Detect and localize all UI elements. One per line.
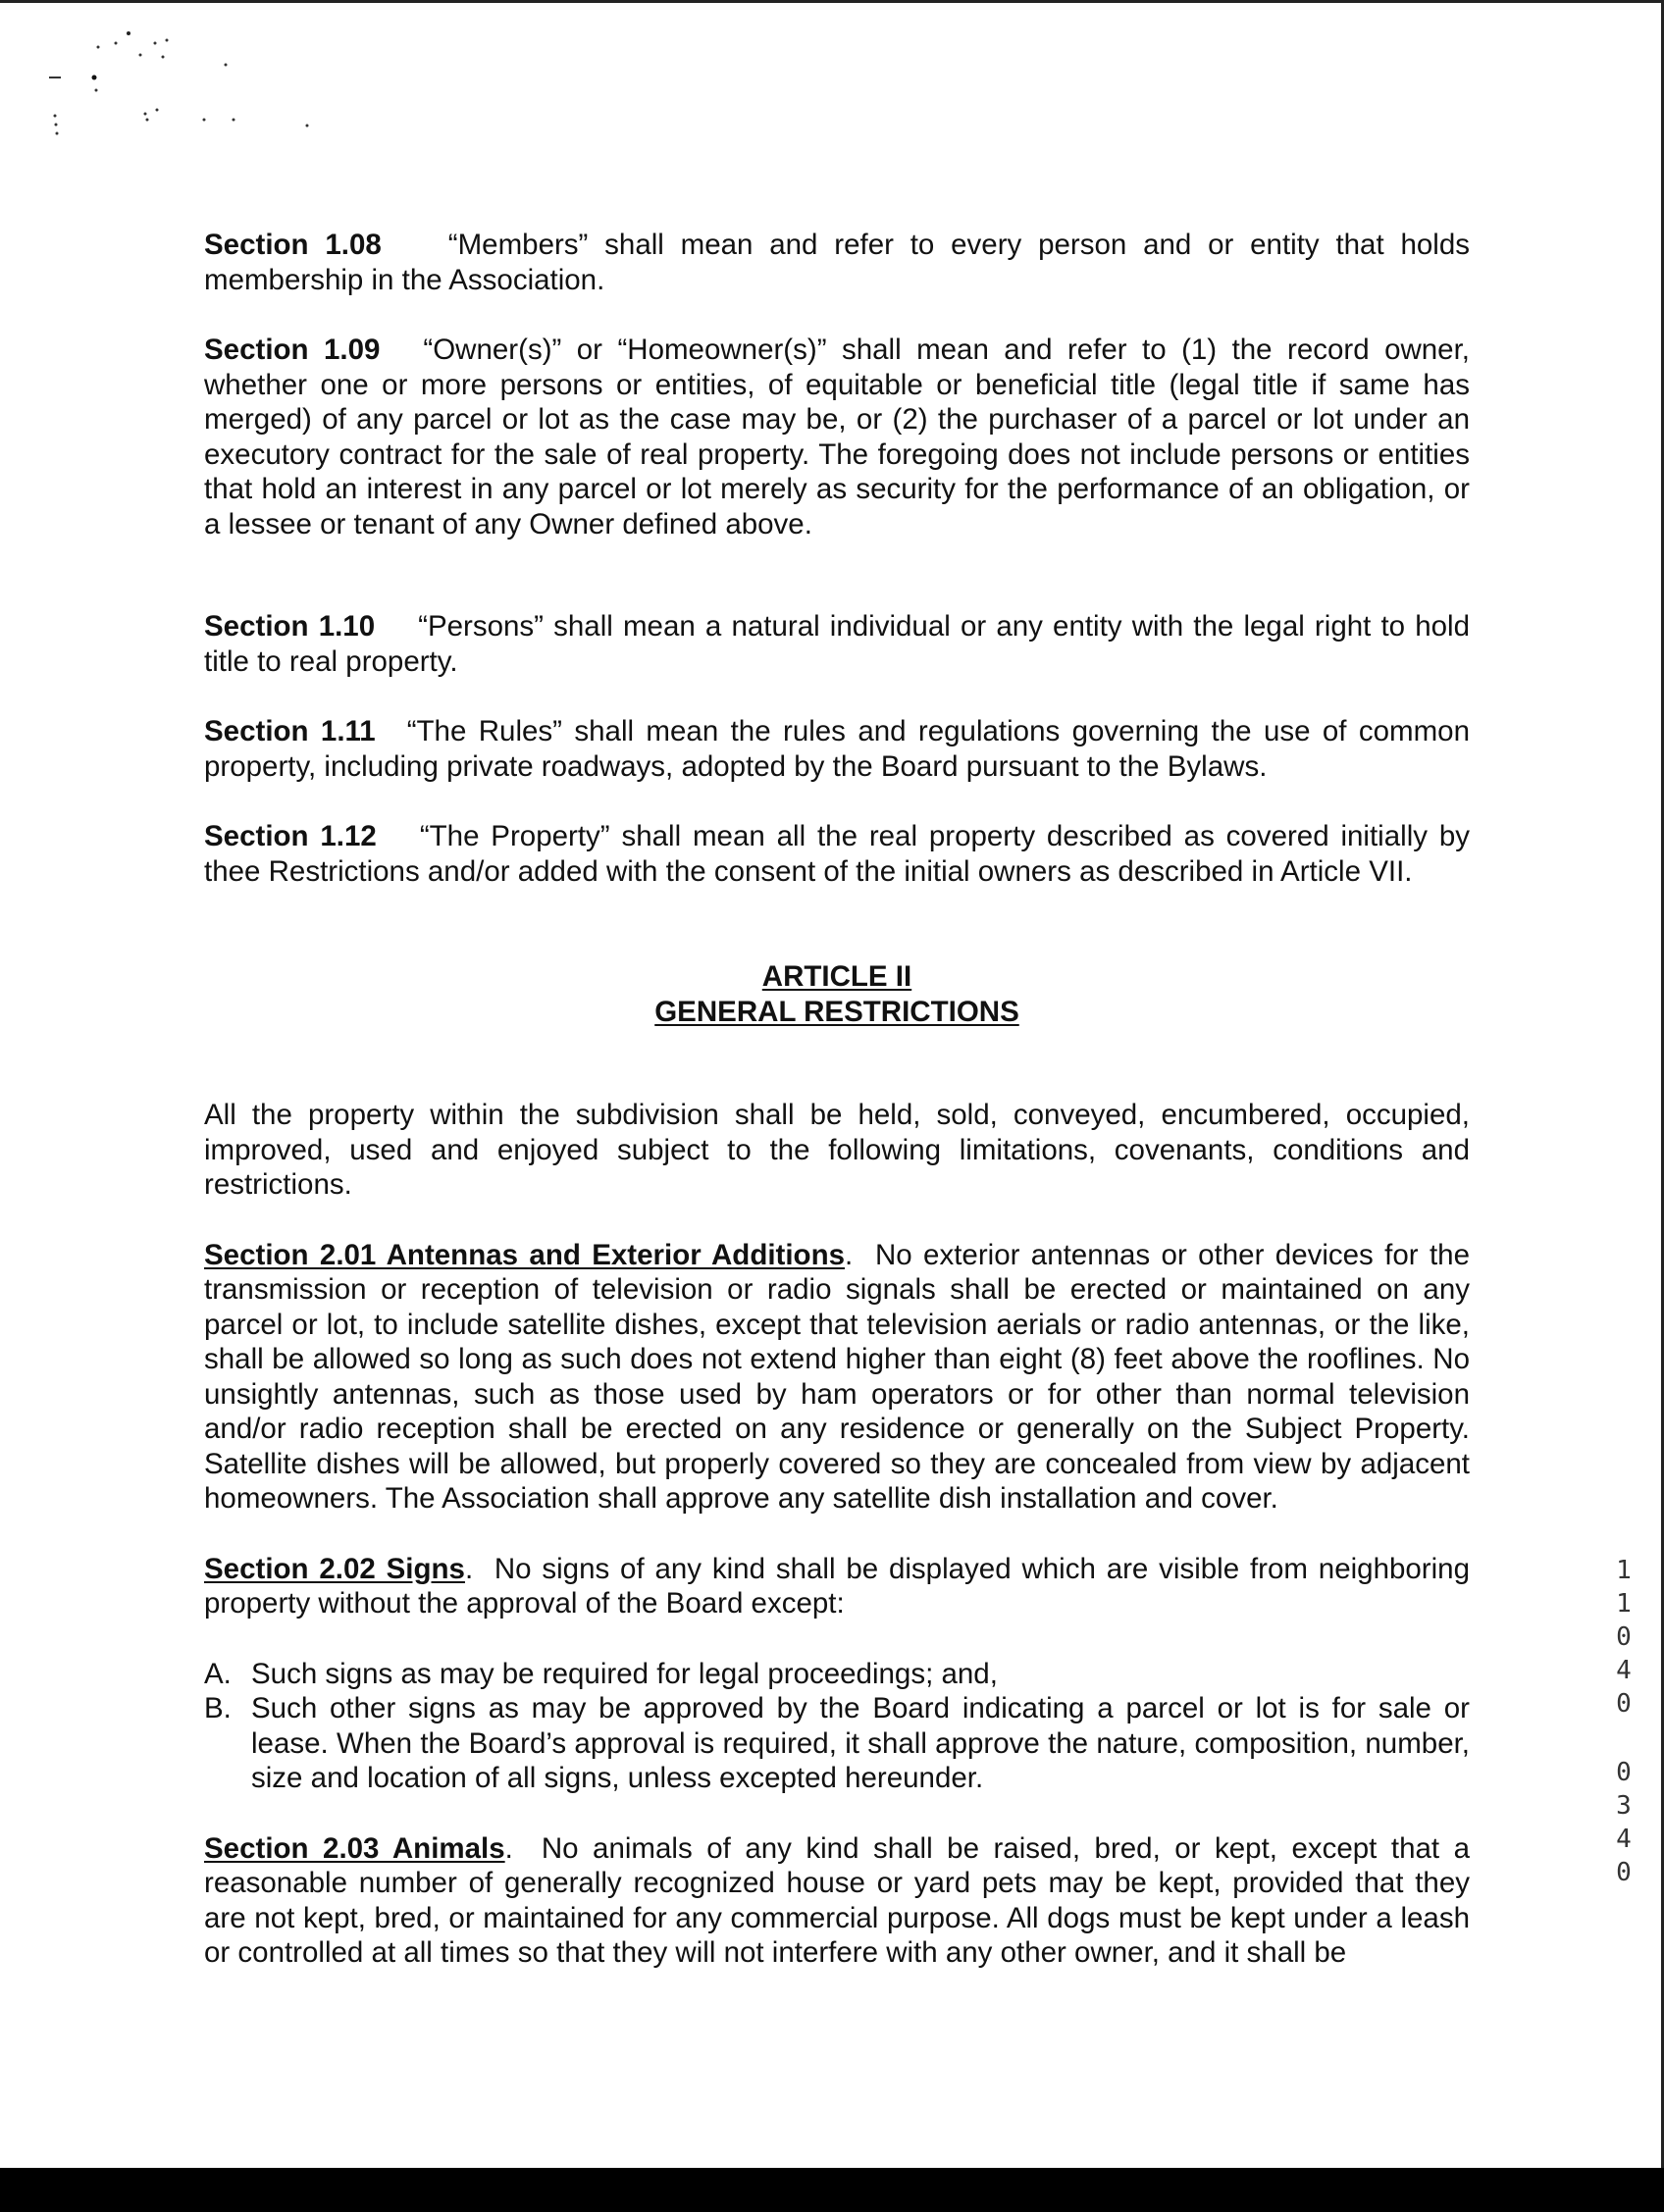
section-label: Section 2.03 Animals	[204, 1831, 505, 1865]
section-2-01: Section 2.01 Antennas and Exterior Additions. No exterior antennas or other devices for the transmission or reception of television or radio signals shall be erected or maintained on any parcel or lot, to include satellite dishes, except that television aerials or radio antennas, or the like, shall be allowed so long as such does not extend higher than eight (8) feet above the rooflines. No unsightly antennas, such as those used by ham operators or for other than normal television and/or radio reception shall be erected on any residence or generally on the Subject Property. Satellite dishes will be allowed, but properly covered so they are concealed from view by adjacent homeowners. The Association shall approve any satellite dish installation and cover.	[204, 1238, 1470, 1515]
section-1-09	[204, 333, 1470, 541]
section-label: Section 1.09	[204, 334, 381, 366]
scan-speckle	[39, 29, 334, 137]
list-marker: B.	[204, 1692, 232, 1724]
bates-stamp-upper	[1609, 1554, 1638, 1721]
section-2-03: Section 2.03 Animals. No animals of any kind shall be raised, bred, or kept, except that a reasonable number of generally recognized house or yard pets may be kept, provided that they are not kept, bred, or maintained for any commercial purpose. All dogs must be kept under a leash or controlled at all times so that they will not interfere with any other owner, and it shall be	[204, 1831, 1470, 1969]
section-text: “The Rules” shall mean the rules and regulations governing the use of common property, including private roadways, adopted by the Board pursuant to the Bylaws.	[204, 715, 1470, 783]
section-text: “Owner(s)” or “Homeowner(s)” shall mean and refer to (1) the record owner, whether one or more persons or entities, of equitable or beneficial title (legal title if same has merged) of any parcel or lot as the case may be, or (2) the purchaser of a parcel or lot under an executory contract for the sale of real property. The foregoing does not include persons or entities that hold an interest in any parcel or lot merely as security for the performance of an obligation, or a lessee or tenant of any Owner defined above.	[204, 334, 1470, 540]
section-label: Section 2.02 Signs	[204, 1552, 465, 1585]
list-marker: A.	[204, 1657, 232, 1690]
section-1-10	[204, 609, 1470, 679]
section-text: “Members” shall mean and refer to every person and or entity that holds membership in the Association.	[204, 229, 1470, 296]
section-text: “The Property” shall mean all the real property described as covered initially by thee Restrictions and/or added with the consent of the initial owners as described in Article VII.	[204, 820, 1470, 888]
stamp-digit: 4	[1616, 1825, 1632, 1854]
article-intro: All the property within the subdivision shall be held, sold, conveyed, encumbered, occupied, improved, used and enjoyed subject to the following limitations, covenants, conditions and restrictions.	[204, 1099, 1470, 1201]
section-text: No signs of any kind shall be displayed which are visible from neighboring property without the approval of the Board except:	[204, 1552, 1470, 1620]
article-number: ARTICLE II	[761, 960, 912, 993]
section-label: Section 1.12	[204, 820, 377, 852]
section-label: Section 2.01 Antennas and Exterior Additions	[204, 1238, 846, 1271]
stamp-digit: 0	[1616, 1858, 1632, 1887]
stamp-digit: 1	[1616, 1556, 1632, 1585]
section-1-08	[204, 228, 1470, 297]
section-1-12	[204, 819, 1470, 889]
list-text: Such other signs as may be approved by the Board indicating a parcel or lot is for sale or lease. When the Board’s approval is required, it shall approve the nature, composition, number, size and location of all signs, unless excepted hereunder.	[251, 1692, 1470, 1794]
section-label: Section 1.08	[204, 229, 382, 261]
section-label: Section 1.11	[204, 715, 376, 747]
article-title: GENERAL RESTRICTIONS	[654, 995, 1019, 1028]
section-text: “Persons” shall mean a natural individual or any entity with the legal right to hold title to real property.	[204, 610, 1470, 678]
section-label: Section 1.10	[204, 610, 376, 643]
stamp-digit: 0	[1616, 1689, 1632, 1719]
section-2-02: Section 2.02 Signs. No signs of any kind shall be displayed which are visible from neighboring property without the approval of the Board except:	[204, 1552, 1470, 1620]
document-body	[204, 228, 1470, 1971]
stamp-digit: 1	[1616, 1589, 1632, 1619]
stamp-digit: 4	[1616, 1656, 1632, 1685]
section-text: No animals of any kind shall be raised, bred, or kept, except that a reasonable number of generally recognized house or yard pets may be kept, provided that they are not kept, bred, or maintained for any commercial purpose. All dogs must be kept under a leash or controlled at all times so that they will not interfere with any other owner, and it shall be	[204, 1831, 1470, 1969]
stamp-digit: 3	[1616, 1791, 1632, 1821]
section-text: No exterior antennas or other devices for the transmission or reception of television or radio signals shall be erected or maintained on any parcel or lot, to include satellite dishes, except that television aerials or radio antennas, or the like, shall be allowed so long as such does not extend higher than eight (8) feet above the rooflines. No unsightly antennas, such as those used by ham operators or for other than normal television and/or radio reception shall be erected on any residence or generally on the Subject Property. Satellite dishes will be allowed, but properly covered so they are concealed from view by adjacent homeowners. The Association shall approve any satellite dish installation and cover.	[204, 1238, 1470, 1515]
bates-stamp-lower	[1609, 1756, 1638, 1889]
section-1-11	[204, 714, 1470, 784]
list-item	[204, 1691, 1470, 1796]
list-text: Such signs as may be required for legal proceedings; and,	[251, 1657, 998, 1690]
article-heading	[204, 959, 1470, 1029]
list-item	[204, 1657, 1470, 1692]
stamp-digit: 0	[1616, 1758, 1632, 1787]
scan-edge-top	[0, 0, 1664, 3]
signs-exception-list	[204, 1657, 1470, 1796]
stamp-digit: 0	[1616, 1622, 1632, 1652]
